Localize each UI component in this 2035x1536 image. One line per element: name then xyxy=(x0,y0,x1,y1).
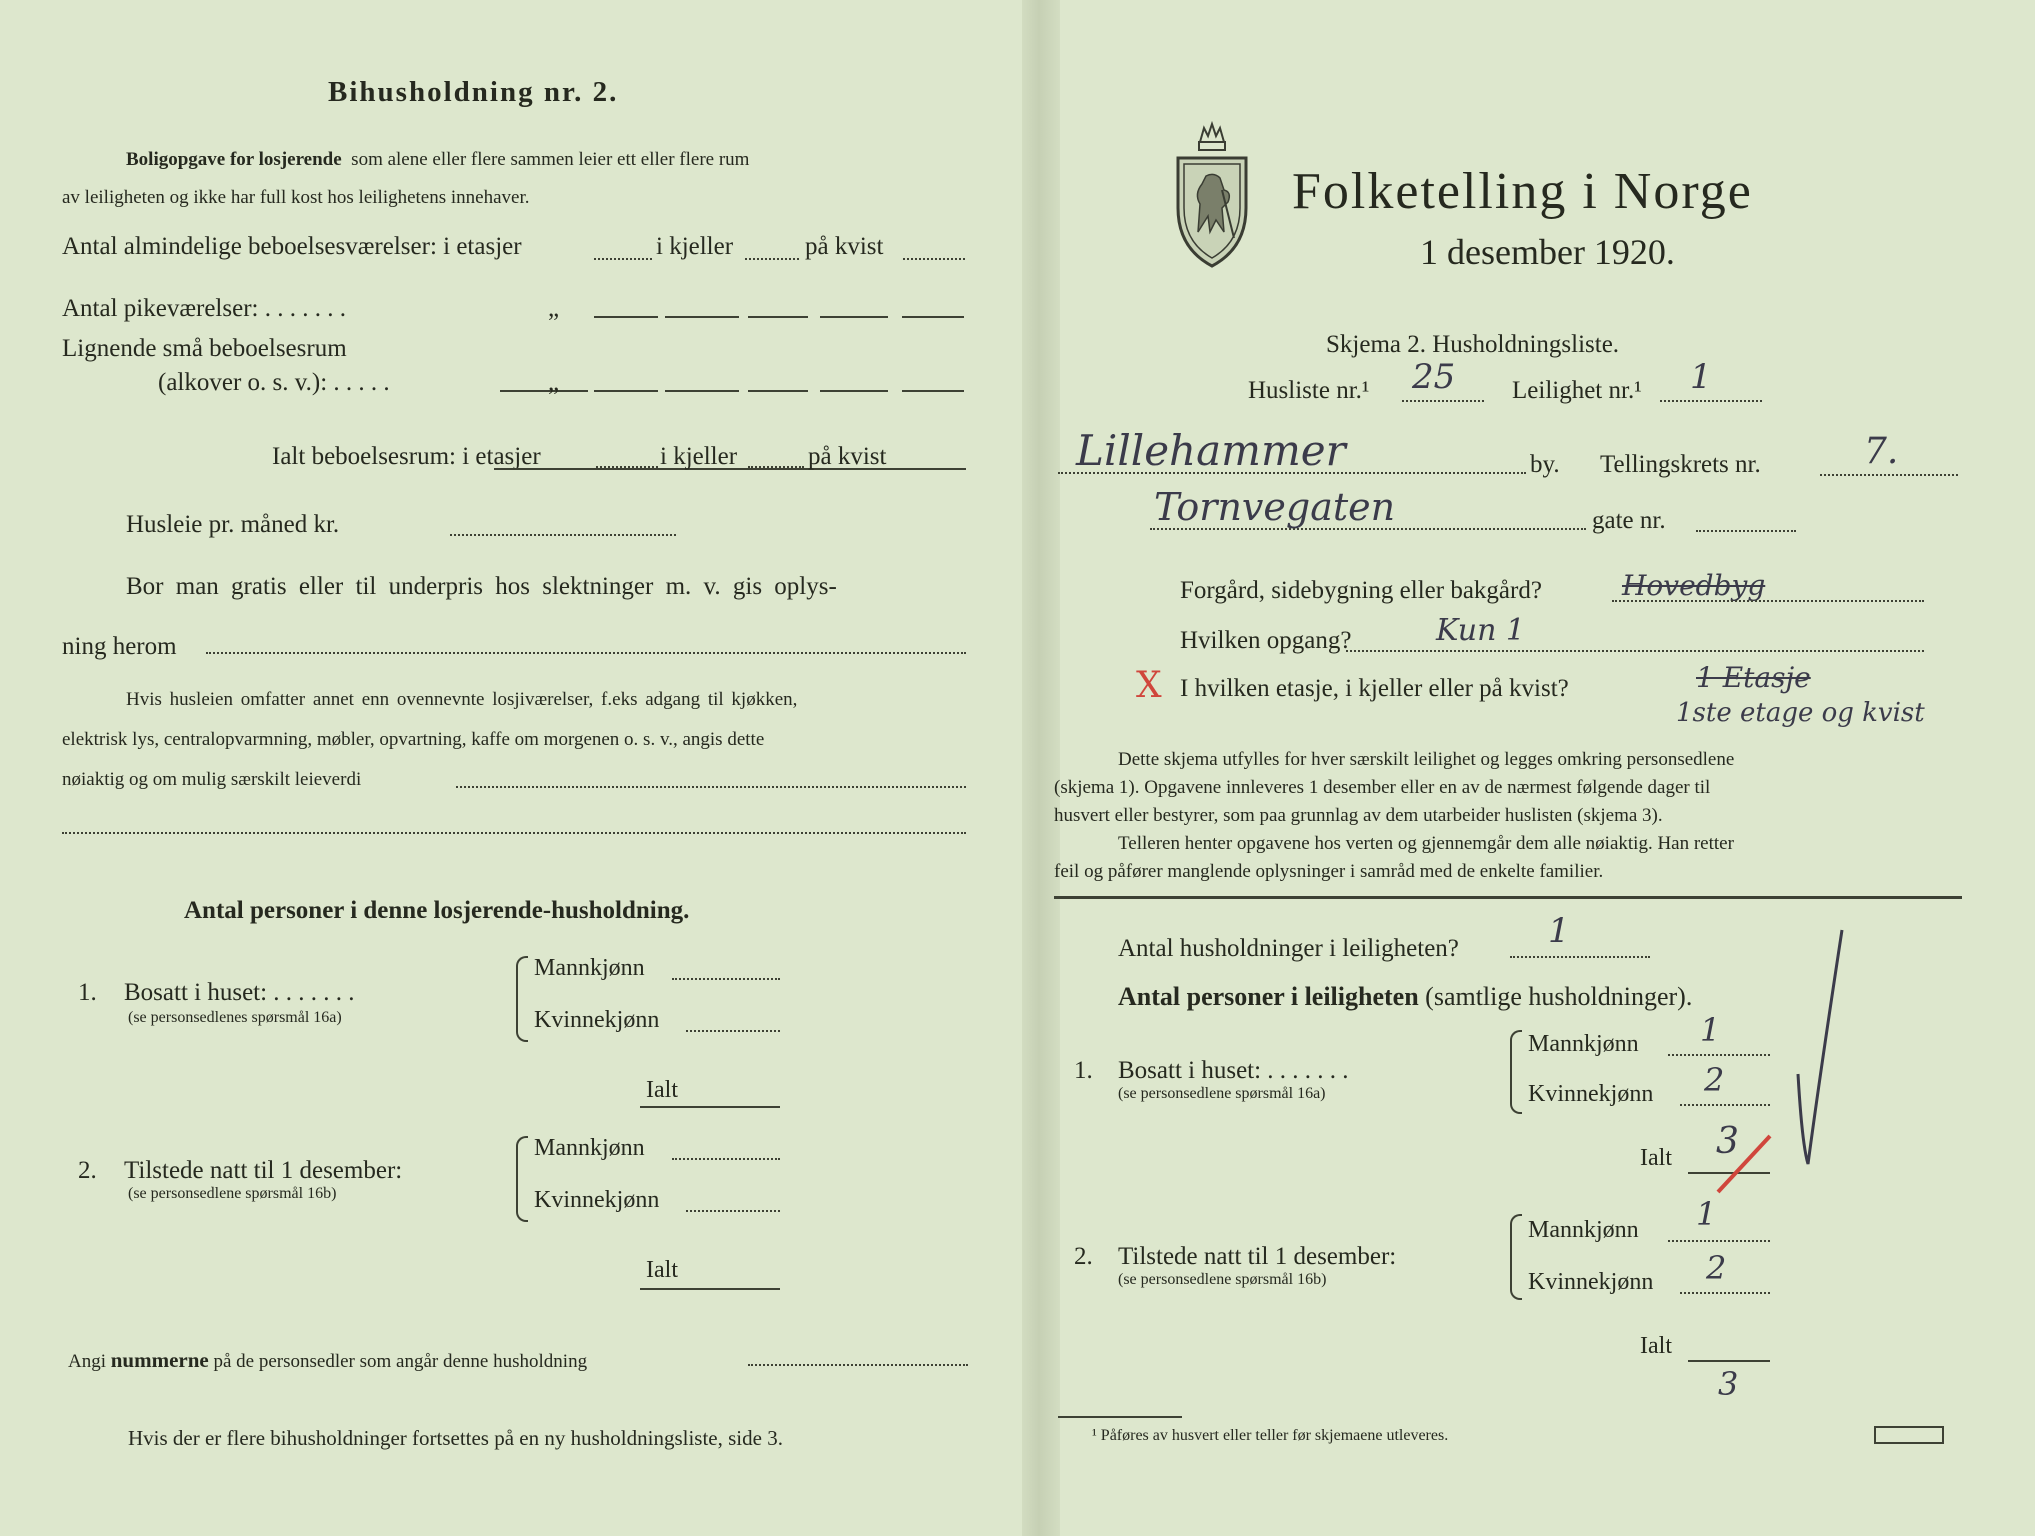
leieverdi-line xyxy=(456,786,966,788)
forgard-line xyxy=(1612,600,1924,602)
ialt-kvist: på kvist xyxy=(808,443,887,470)
etasje-struck-value: 1 Etasje xyxy=(1696,661,1811,694)
row2-line-b xyxy=(665,316,739,318)
forgard-value: Hovedbyg xyxy=(1622,569,1766,602)
intro-line-2: av leiligheten og ikke har full kost hos leilighetens innehaver. xyxy=(62,187,530,208)
forgard-label: Forgård, sidebygning eller bakgård? xyxy=(1180,577,1542,604)
left-q1-sub: (se personsedlenes spørsmål 16a) xyxy=(128,1009,342,1026)
right-q2-mann-line xyxy=(1668,1240,1770,1242)
left-q2-kvinne: Kvinnekjønn xyxy=(534,1187,660,1213)
right-q1-label: Bosatt i huset: . . . . . . . xyxy=(1118,1057,1349,1084)
left-q2-ialt: Ialt xyxy=(646,1257,678,1283)
husleie-label: Husleie pr. måned kr. xyxy=(126,511,340,538)
instr-line-5: feil og påfører manglende oplysninger i samråd med de enkelte familier. xyxy=(1054,861,1604,882)
right-date: 1 desember 1920. xyxy=(1420,232,1675,272)
etasje-value: 1ste etage og kvist xyxy=(1676,698,1925,728)
row2-line-d xyxy=(820,316,888,318)
left-title: Bihusholdning nr. 2. xyxy=(328,76,619,108)
husliste-label: Husliste nr.¹ xyxy=(1248,377,1370,404)
right-q2-num: 2. xyxy=(1074,1243,1093,1270)
row2-line-c xyxy=(748,316,808,318)
left-q1-mann-line xyxy=(672,978,780,980)
row3-line-e xyxy=(820,390,888,392)
right-q2-mann: Mannkjønn xyxy=(1528,1217,1639,1243)
right-q1-num: 1. xyxy=(1074,1057,1093,1084)
hush-line xyxy=(1510,956,1650,958)
right-q1-sub: (se personsedlene spørsmål 16a) xyxy=(1118,1085,1326,1102)
hush-label: Antal husholdninger i leiligheten? xyxy=(1118,935,1459,962)
husliste-value: 25 xyxy=(1412,357,1456,397)
footnote: ¹ Påføres av husvert eller teller før skjemaene utleveres. xyxy=(1092,1427,1449,1444)
norwegian-lion-crest-icon xyxy=(1170,120,1254,270)
ialt-kjeller-line xyxy=(748,466,804,468)
row1-label: Antal almindelige beboelsesværelser: i etasjer xyxy=(62,233,522,260)
right-title: Folketelling i Norge xyxy=(1292,163,1753,220)
krets-line xyxy=(1820,474,1958,476)
hvis-line-3: nøiaktig og om mulig særskilt leieverdi xyxy=(62,769,362,790)
right-q2-kvinne-value: 2 xyxy=(1706,1249,1727,1287)
row3-line-d xyxy=(748,390,808,392)
instr-line-4: Telleren henter opgavene hos verten og gjennemgår dem alle nøiaktig. Han retter xyxy=(1118,833,1734,854)
husliste-line xyxy=(1402,400,1484,402)
antal-heading: Antal personer i denne losjerende-husholdning. xyxy=(184,897,690,924)
left-q1-ialt: Ialt xyxy=(646,1077,678,1103)
right-q1-kvinne-line xyxy=(1680,1104,1770,1106)
etasje-label: I hvilken etasje, i kjeller eller på kvist? xyxy=(1180,675,1569,702)
ialt-etasjer-line xyxy=(596,466,658,468)
right-q2-mann-value: 1 xyxy=(1696,1195,1717,1233)
row2-label: Antal pikeværelser: . . . . . . . xyxy=(62,295,346,322)
row3-label-a: Lignende små beboelsesrum xyxy=(62,335,347,362)
by-value: Lillehammer xyxy=(1076,426,1346,475)
blank-line xyxy=(62,832,966,834)
instr-line-2: (skjema 1). Opgavene innleveres 1 desember eller en av de nærmest følgende dager til xyxy=(1054,777,1711,798)
instr-line-1: Dette skjema utfylles for hver særskilt leilighet og legges omkring personsedlene xyxy=(1118,749,1735,770)
row3-line-c xyxy=(665,390,739,392)
left-q1-label: Bosatt i huset: . . . . . . . xyxy=(124,979,355,1006)
gate-label: gate nr. xyxy=(1592,507,1666,534)
right-q2-kvinne-line xyxy=(1680,1292,1770,1294)
left-q1-kvinne: Kvinnekjønn xyxy=(534,1007,660,1033)
right-q1-ialt-value: 3 xyxy=(1716,1121,1739,1162)
opgang-value: Kun 1 xyxy=(1436,613,1526,648)
right-q2-ialt-line xyxy=(1688,1360,1770,1362)
hvis-line-1: Hvis husleien omfatter annet enn ovennevnte losjiværelser, f.eks adgang til kjøkken, xyxy=(126,689,798,710)
row2-line-a xyxy=(594,316,658,318)
right-q1-kvinne-value: 2 xyxy=(1704,1061,1725,1099)
right-q2-ialt-value: 3 xyxy=(1718,1365,1739,1403)
row2-ditto: „ xyxy=(548,295,560,322)
right-q1-kvinne: Kvinnekjønn xyxy=(1528,1081,1654,1107)
left-q2-kvinne-line xyxy=(686,1210,780,1212)
leilighet-line xyxy=(1660,400,1762,402)
left-q2-mann-line xyxy=(672,1158,780,1160)
left-q1-num: 1. xyxy=(78,979,97,1006)
right-q1-mann: Mannkjønn xyxy=(1528,1031,1639,1057)
right-q1-mann-value: 1 xyxy=(1700,1011,1721,1049)
gate-line xyxy=(1150,528,1586,530)
gate-value: Tornvegaten xyxy=(1154,485,1396,529)
bor-line xyxy=(206,652,966,654)
bor-line-1: Bor man gratis eller til underpris hos slektninger m. v. gis oplys- xyxy=(126,573,837,600)
printer-stamp xyxy=(1874,1426,1944,1444)
personer-heading: Antal personer i leiligheten (samtlige husholdninger). xyxy=(1118,982,1693,1011)
by-label: by. xyxy=(1530,451,1560,478)
right-q1-ialt: Ialt xyxy=(1640,1145,1672,1171)
page-fold xyxy=(1022,0,1060,1536)
right-q2-sub: (se personsedlene spørsmål 16b) xyxy=(1118,1271,1327,1288)
husleie-line xyxy=(450,534,676,536)
opgang-label: Hvilken opgang? xyxy=(1180,627,1352,654)
right-q2-ialt: Ialt xyxy=(1640,1333,1672,1359)
krets-value: 7. xyxy=(1864,431,1899,472)
by-line xyxy=(1058,472,1526,474)
krets-label: Tellingskrets nr. xyxy=(1600,451,1761,478)
right-q1-mann-line xyxy=(1668,1054,1770,1056)
right-q2-kvinne: Kvinnekjønn xyxy=(1528,1269,1654,1295)
instr-rule xyxy=(1054,896,1962,899)
leilighet-label: Leilighet nr.¹ xyxy=(1512,377,1642,404)
gate-nr-line xyxy=(1696,530,1796,532)
row1-kjeller: i kjeller xyxy=(656,233,734,260)
skjema-label: Skjema 2. Husholdningsliste. xyxy=(1326,331,1620,358)
left-q1-mann: Mannkjønn xyxy=(534,955,645,981)
row1-kvist-line xyxy=(903,258,965,260)
row3-line-f xyxy=(902,390,964,392)
hvis-line-2: elektrisk lys, centralopvarmning, møbler, opvartning, kaffe om morgenen o. s. v., angis dette xyxy=(62,729,765,750)
row1-kjeller-line xyxy=(745,258,799,260)
angi-fill-line xyxy=(748,1364,968,1366)
footnote-rule xyxy=(1058,1416,1182,1418)
left-q1-ialt-line xyxy=(640,1106,780,1108)
intro-line-1: Boligopgave for losjerende som alene eller flere sammen leier ett eller flere rum xyxy=(126,149,750,170)
row3-ditto: „ xyxy=(548,369,560,396)
bor-line-2: ning herom xyxy=(62,633,177,660)
right-q1-brace xyxy=(1510,1030,1522,1114)
row2-line-e xyxy=(902,316,964,318)
row1-etasjer-line xyxy=(594,258,652,260)
row3-label-b: (alkover o. s. v.): . . . . . xyxy=(158,369,390,396)
row3-line-a xyxy=(500,390,588,392)
left-q2-mann: Mannkjønn xyxy=(534,1135,645,1161)
opgang-line xyxy=(1346,650,1924,652)
leilighet-value: 1 xyxy=(1690,357,1712,397)
angi-line: Angi nummerne på de personsedler som angår denne husholdning xyxy=(68,1348,588,1372)
left-q2-label: Tilstede natt til 1 desember: xyxy=(124,1157,403,1184)
ialt-beboelsesrum-label: Ialt beboelsesrum: i etasjer xyxy=(272,443,541,470)
right-q2-brace xyxy=(1510,1214,1522,1300)
left-q2-ialt-line xyxy=(640,1288,780,1290)
ialt-kjeller: i kjeller xyxy=(660,443,738,470)
left-q2-brace xyxy=(516,1136,528,1222)
left-q2-num: 2. xyxy=(78,1157,97,1184)
left-q1-brace xyxy=(516,956,528,1042)
left-q1-kvinne-line xyxy=(686,1030,780,1032)
checkmark-stroke-icon xyxy=(1780,924,1850,1174)
row3-line-b xyxy=(594,390,658,392)
right-q2-label: Tilstede natt til 1 desember: xyxy=(1118,1243,1397,1270)
red-x-mark: X xyxy=(1136,665,1162,706)
red-check-stroke-icon xyxy=(1712,1130,1782,1200)
hush-value: 1 xyxy=(1548,911,1570,951)
row1-kvist: på kvist xyxy=(805,233,884,260)
left-footer: Hvis der er flere bihusholdninger fortsettes på en ny husholdningsliste, side 3. xyxy=(128,1426,783,1450)
instr-line-3: husvert eller bestyrer, som paa grunnlag av dem utarbeider huslisten (skjema 3). xyxy=(1054,805,1663,826)
left-q2-sub: (se personsedlene spørsmål 16b) xyxy=(128,1185,337,1202)
